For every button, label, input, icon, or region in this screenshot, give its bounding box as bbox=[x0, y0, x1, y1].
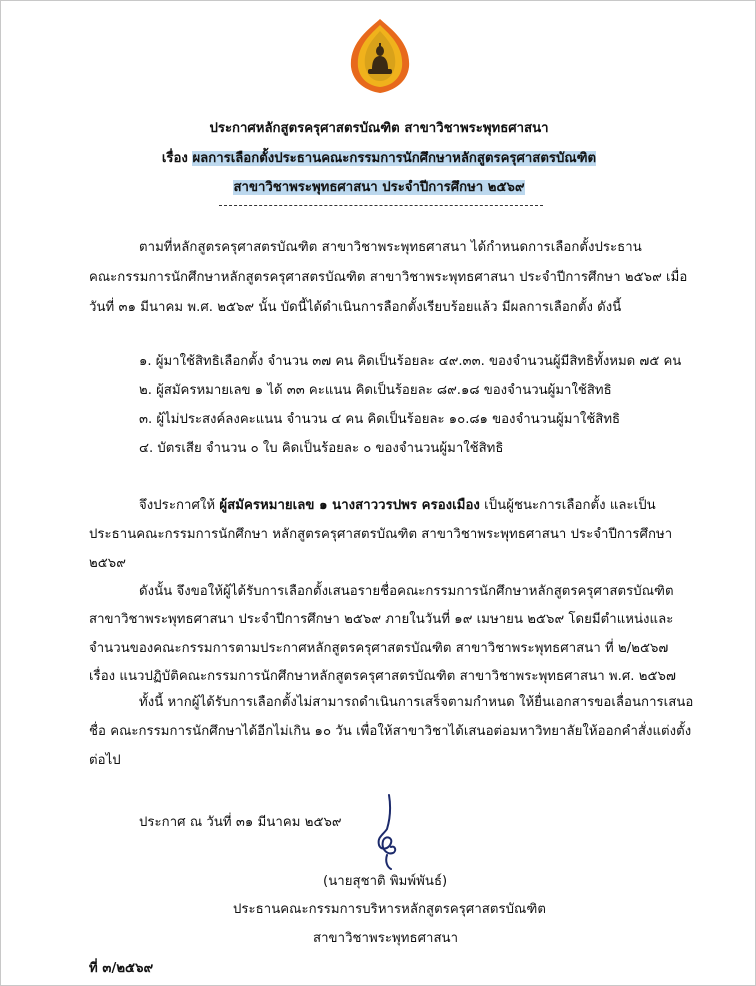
para3-line-3: ต่อไป bbox=[89, 753, 121, 768]
result-item-1: ๑. ผู้มาใช้สิทธิเลือกตั้ง จำนวน ๓๗ คน คิดเป็นร้อยละ ๔๙.๓๓. ของจำนวนผู้มีสิทธิทั้งหมด ๗๕ คน bbox=[139, 354, 682, 369]
subject-line-2 bbox=[1, 176, 756, 197]
document-number: ที่ ๓/๒๕๖๙ bbox=[89, 961, 154, 976]
para2-line-3: จำนวนของคณะกรรมการตามประกาศหลักสูตรครุศาสตรบัณฑิต สาขาวิชาพระพุทธศาสนา ที่ ๒/๒๕๖๗ bbox=[89, 641, 669, 656]
intro-line-2: คณะกรรมการนักศึกษาหลักสูตรครุศาสตรบัณฑิต สาขาวิชาพระพุทธศาสนา ประจำปีการศึกษา ๒๕๖๙ เมื่อ bbox=[89, 270, 688, 285]
announce-line-1 bbox=[139, 494, 656, 515]
separator-line bbox=[219, 205, 543, 206]
para3-line-2: ชื่อ คณะกรรมการนักศึกษาได้อีกไม่เกิน ๑๐ วัน เพื่อให้สาขาวิชาได้เสนอต่อมหาวิทยาลัยให้ออกคำสั่งแต่งตั้ง bbox=[89, 724, 692, 739]
announce-post: เป็นผู้ชนะการเลือกตั้ง และเป็น bbox=[479, 498, 656, 513]
announcement-title: ประกาศหลักสูตรครุศาสตรบัณฑิต สาขาวิชาพระพุทธศาสนา bbox=[209, 121, 549, 136]
para3-line-1: ทั้งนี้ หากผู้ได้รับการเลือกตั้งไม่สามารถดำเนินการเสร็จตามกำหนด ให้ยื่นเอกสารขอเลื่อนการเสนอ bbox=[139, 695, 694, 710]
signatory-position: ประธานคณะกรรมการบริหารหลักสูตรครุศาสตรบัณฑิต bbox=[233, 902, 546, 917]
signatory-name: (นายสุชาติ พิมพ์พันธ์) bbox=[323, 874, 448, 889]
buddha-emblem-logo bbox=[345, 17, 415, 95]
subject-prefix: เรื่อง bbox=[161, 151, 188, 166]
para2-line-1: ดังนั้น จึงขอให้ผู้ได้รับการเลือกตั้งเสนอรายชื่อคณะกรรมการนักศึกษาหลักสูตรครุศาสตรบัณฑิต bbox=[139, 584, 674, 599]
result-item-2: ๒. ผู้สมัครหมายเลข ๑ ได้ ๓๓ คะแนน คิดเป็นร้อยละ ๘๙.๑๘ ของจำนวนผู้มาใช้สิทธิ bbox=[139, 383, 612, 398]
intro-line-1: ตามที่หลักสูตรครุศาสตรบัณฑิต สาขาวิชาพระพุทธศาสนา ได้กำหนดการเลือกตั้งประธาน bbox=[139, 240, 642, 255]
announce-date: ประกาศ ณ วันที่ ๓๑ มีนาคม ๒๕๖๙ bbox=[139, 815, 342, 830]
signatory-department: สาขาวิชาพระพุทธศาสนา bbox=[313, 931, 459, 946]
result-item-4: ๔. บัตรเสีย จำนวน ๐ ใบ คิดเป็นร้อยละ ๐ ของจำนวนผู้มาใช้สิทธิ bbox=[139, 441, 504, 456]
handwritten-signature bbox=[367, 793, 407, 873]
subject-highlight: ผลการเลือกตั้งประธานคณะกรรมการนักศึกษาหลักสูตรครุศาสตรบัณฑิต bbox=[192, 151, 597, 166]
intro-line-3: วันที่ ๓๑ มีนาคม พ.ศ. ๒๕๖๙ นั้น บัดนี้ได้ดำเนินการลือกตั้งเรียบร้อยแล้ว มีผลการเลือกตั้ง ดังนี้ bbox=[89, 300, 622, 315]
result-item-3: ๓. ผู้ไม่ประสงค์ลงคะแนน จำนวน ๔ คน คิดเป็นร้อยละ ๑๐.๘๑ ของจำนวนผู้มาใช้สิทธิ bbox=[139, 412, 621, 427]
para2-line-2: สาขาวิชาพระพุทธศาสนา ประจำปีการศึกษา ๒๕๖๙ ภายในวันที่ ๑๙ เมษายน ๒๕๖๙ โดยมีตำแหน่งและ bbox=[89, 612, 674, 627]
announce-line-3: ๒๕๖๙ bbox=[89, 556, 126, 571]
winner-name: ผู้สมัครหมายเลข ๑ นางสาววรปพร ครองเมือง bbox=[219, 498, 480, 513]
announce-line-2: ประธานคณะกรรมการนักศึกษา หลักสูตรครุศาสตรบัณฑิต สาขาวิชาพระพุทธศาสนา ประจำปีการศึกษา bbox=[89, 527, 673, 542]
subject-line bbox=[1, 147, 756, 168]
subject-highlight-2: สาขาวิชาพระพุทธศาสนา ประจำปีการศึกษา ๒๕๖๙ bbox=[233, 180, 525, 195]
announce-pre: จึงประกาศให้ bbox=[139, 498, 220, 513]
para2-line-4: เรื่อง แนวปฏิบัติคณะกรรมการนักศึกษาหลักสูตรครุศาสตรบัณฑิต สาขาวิชาพระพุทธศาสนา พ.ศ. ๒๕๖๗ bbox=[89, 669, 676, 684]
